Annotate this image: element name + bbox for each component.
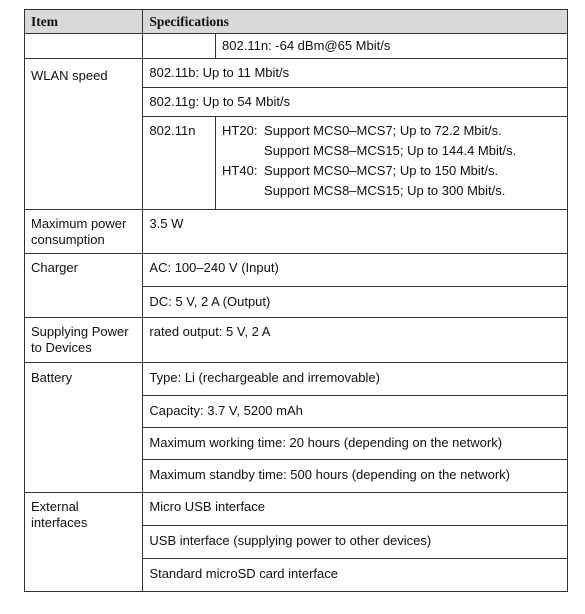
external-microsd: Standard microSD card interface bbox=[143, 559, 568, 592]
specifications-table bbox=[24, 9, 568, 592]
ht20-line2: Support MCS8–MCS15; Up to 144.4 Mbit/s. bbox=[264, 143, 517, 158]
table-row bbox=[25, 363, 568, 396]
max-power-value: 3.5 W bbox=[143, 210, 568, 254]
table-row bbox=[25, 210, 568, 254]
battery-label: Battery bbox=[25, 363, 143, 493]
header-specifications: Specifications bbox=[143, 10, 568, 34]
table-row bbox=[25, 59, 568, 88]
ht20-key: HT20: bbox=[222, 123, 258, 138]
external-usb: USB interface (supplying power to other devices) bbox=[143, 526, 568, 559]
max-power-label: Maximum power consumption bbox=[25, 210, 143, 254]
supplying-value: rated output: 5 V, 2 A bbox=[143, 318, 568, 363]
wlan-speed-n-label: 802.11n bbox=[143, 117, 216, 210]
table-row bbox=[25, 318, 568, 363]
battery-type: Type: Li (rechargeable and irremovable) bbox=[143, 363, 568, 396]
ht20-line1: Support MCS0–MCS7; Up to 72.2 Mbit/s. bbox=[264, 123, 502, 138]
wlan-speed-b: 802.11b: Up to 11 Mbit/s bbox=[143, 59, 568, 88]
ht40-key: HT40: bbox=[222, 163, 258, 178]
external-micro-usb: Micro USB interface bbox=[143, 493, 568, 526]
empty-spec-cell bbox=[143, 34, 216, 59]
external-interfaces-label: External interfaces bbox=[25, 493, 143, 592]
ht40-line1: Support MCS0–MCS7; Up to 150 Mbit/s. bbox=[264, 163, 499, 178]
battery-working-time: Maximum working time: 20 hours (depending on the network) bbox=[143, 428, 568, 460]
ht40-line2: Support MCS8–MCS15; Up to 300 Mbit/s. bbox=[264, 183, 506, 198]
table-header-row bbox=[25, 10, 568, 34]
table-row bbox=[25, 493, 568, 526]
table-row bbox=[25, 34, 568, 59]
charger-ac: AC: 100–240 V (Input) bbox=[143, 254, 568, 287]
wlan-sensitivity-value: 802.11n: -64 dBm@65 Mbit/s bbox=[216, 34, 568, 59]
ht40-group bbox=[222, 163, 561, 199]
table-row bbox=[25, 254, 568, 287]
wlan-speed-g: 802.11g: Up to 54 Mbit/s bbox=[143, 88, 568, 117]
battery-standby-time: Maximum standby time: 500 hours (depending on the network) bbox=[143, 460, 568, 493]
ht20-group bbox=[222, 123, 561, 159]
charger-dc: DC: 5 V, 2 A (Output) bbox=[143, 287, 568, 318]
battery-capacity: Capacity: 3.7 V, 5200 mAh bbox=[143, 396, 568, 428]
header-item: Item bbox=[25, 10, 143, 34]
empty-item-cell bbox=[25, 34, 143, 59]
wlan-speed-label: WLAN speed bbox=[25, 59, 143, 210]
supplying-label: Supplying Power to Devices bbox=[25, 318, 143, 363]
wlan-speed-n-details bbox=[216, 117, 568, 210]
charger-label: Charger bbox=[25, 254, 143, 318]
